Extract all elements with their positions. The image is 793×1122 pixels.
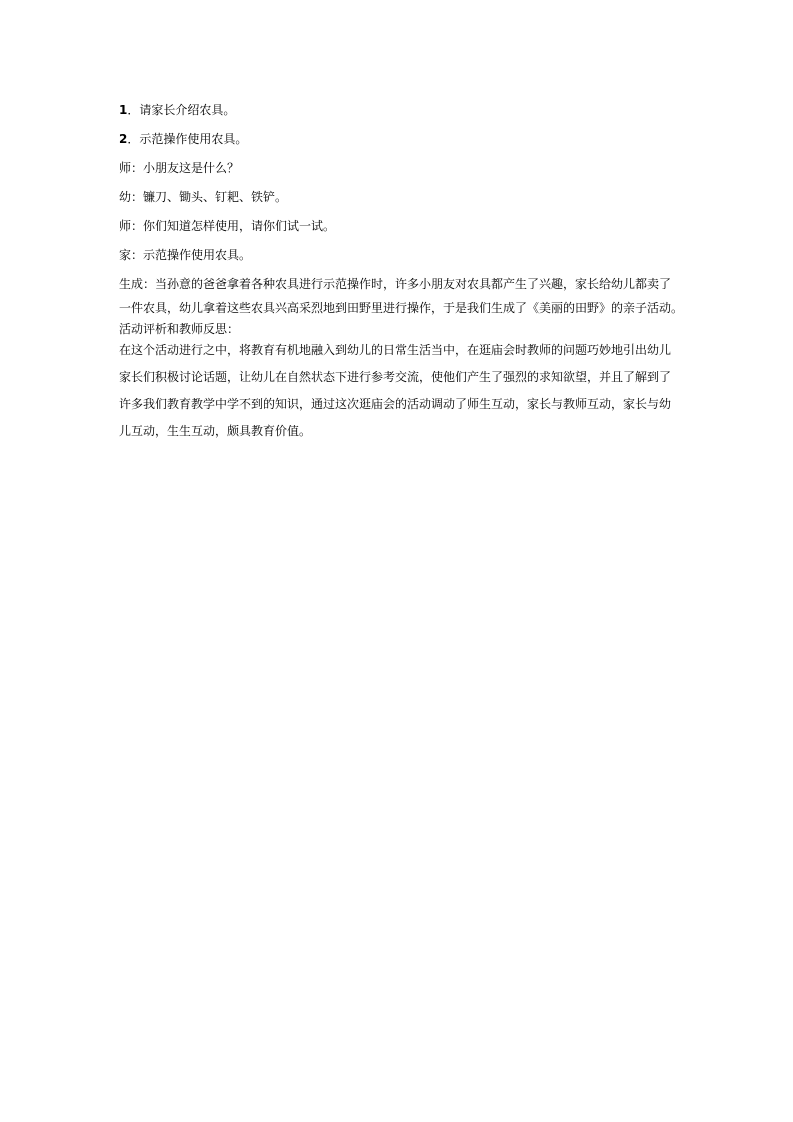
numbered-item-2 xyxy=(119,131,679,147)
document-body xyxy=(119,102,684,439)
item-number: 2 xyxy=(119,132,128,146)
dialog-line: 师：你们知道怎样使用，请你们试一试。 xyxy=(119,219,336,233)
dialog-line: 幼：镰刀、锄头、钉耙、铁铲。 xyxy=(119,190,288,204)
paragraph-line: 家长们积极讨论话题，让幼儿在自然状态下进行参考交流，使他们产生了强烈的求知欲望，并且了解到了 xyxy=(119,370,672,384)
paragraph-line: 生成：当孙意的爸爸拿着各种农具进行示范操作时，许多小朋友对农具都产生了兴趣，家长给幼儿都卖了 xyxy=(119,277,672,291)
item-text: ．请家长介绍农具。 xyxy=(127,103,236,117)
paragraph-line: 许多我们教育教学中学不到的知识，通过这次逛庙会的活动调动了师生互动，家长与教师互动，家长与幼 xyxy=(119,397,672,411)
reflection-paragraph xyxy=(119,342,679,439)
paragraph-line: 一件农具，幼儿拿着这些农具兴高采烈地到田野里进行操作，于是我们生成了《美丽的田野》的亲子活动。 xyxy=(119,301,684,315)
paragraph-line: 儿互动，生生互动，颇具教育价值。 xyxy=(119,424,312,438)
dialog-line: 家：示范操作使用农具。 xyxy=(119,248,252,262)
dialog-line: 师：小朋友这是什么？ xyxy=(119,161,240,175)
paragraph-line: 在这个活动进行之中，将教育有机地融入到幼儿的日常生活当中，在逛庙会时教师的问题巧妙地引出幼儿 xyxy=(119,343,672,357)
item-text: ．示范操作使用农具。 xyxy=(127,132,248,146)
generation-paragraph xyxy=(119,276,684,316)
item-number: 1 xyxy=(119,103,128,117)
reflection-heading: 活动评析和教师反思： xyxy=(119,322,240,336)
numbered-item-1 xyxy=(119,102,679,118)
